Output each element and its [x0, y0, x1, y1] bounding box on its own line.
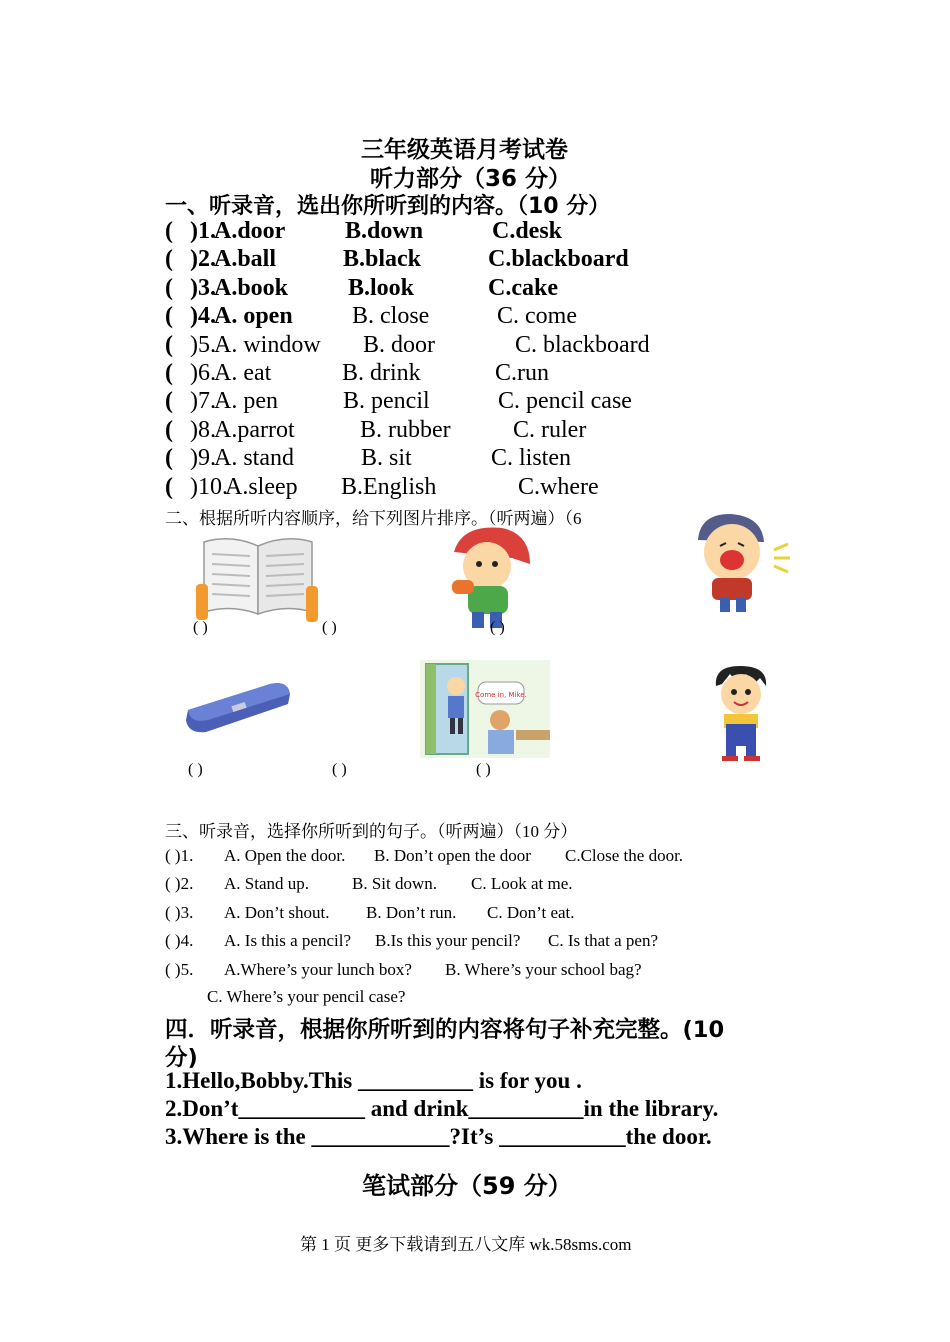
s1-q10-a: A.sleep — [225, 473, 298, 500]
s3-q5-number[interactable]: ( )5. — [165, 959, 194, 979]
s1-q1-b: B.down — [345, 218, 424, 244]
s3-q1-number[interactable]: ( )1. — [165, 846, 194, 865]
s1-q10-number: )10. — [190, 473, 228, 500]
s3-q4-a: A. Is this a pencil? — [224, 931, 351, 951]
bubble-text: Come in, Mike. — [475, 691, 527, 699]
s3-q3-c: C. Don’t eat. — [487, 902, 575, 922]
s1-q6-b: B. drink — [342, 360, 421, 386]
s1-q2-c: C.blackboard — [488, 246, 629, 273]
picture-3-blank[interactable]: ( ) — [490, 619, 505, 636]
s3-q2-a: A. Stand up. — [224, 874, 309, 894]
section4-heading: 四．听录音，根据你所听到的内容将句子补充完整。(10 — [165, 1017, 725, 1043]
s3-q1-b: B. Don’t open the door — [374, 846, 531, 865]
s3-q2-number[interactable]: ( )2. — [165, 874, 194, 894]
s1-q8-number: )8. — [190, 416, 216, 443]
s1-q9-a: A. stand — [214, 445, 294, 472]
s1-q4-c: C. come — [497, 303, 577, 330]
s3-q1-c: C.Close the door. — [565, 846, 684, 865]
open-book-picture — [196, 534, 321, 624]
s1-q3-a: A.book — [214, 274, 289, 301]
s1-q4-answer-blank[interactable]: ( — [165, 303, 173, 330]
s1-q8-b: B. rubber — [360, 416, 451, 443]
s1-q9-number: )9. — [190, 445, 216, 472]
s1-q7-a: A. pen — [214, 388, 278, 415]
s3-q2-c: C. Look at me. — [471, 874, 573, 894]
picture-4-blank[interactable]: ( ) — [188, 761, 203, 778]
s1-q10-answer-blank[interactable]: ( — [165, 473, 173, 500]
s1-q2-b: B.black — [343, 246, 422, 273]
s3-q4-c: C. Is that a pen? — [548, 931, 658, 951]
s1-q7-b: B. pencil — [343, 388, 430, 415]
picture-6-blank[interactable]: ( ) — [476, 761, 491, 778]
s1-q6-answer-blank[interactable]: ( — [165, 360, 173, 386]
page-title: 三年级英语月考试卷 — [361, 137, 568, 163]
picture-5-blank[interactable]: ( ) — [332, 761, 347, 778]
s1-q2-a: A.ball — [214, 246, 277, 273]
section1-heading: 一、听录音，选出你所听到的内容。（10 分） — [165, 194, 611, 219]
s3-q4-b: B.Is this your pencil? — [375, 931, 521, 951]
s1-q5-number: )5. — [190, 331, 216, 358]
s1-q8-answer-blank[interactable]: ( — [165, 416, 173, 443]
s1-q7-number: )7. — [190, 388, 216, 415]
s1-q2-answer-blank[interactable]: ( — [165, 246, 173, 273]
s1-q5-b: B. door — [363, 331, 435, 358]
s1-q3-c: C.cake — [488, 274, 558, 301]
fill-line-2[interactable]: 2.Don’t___________ and drink__________in the library. — [165, 1096, 719, 1121]
s1-q10-b: B.English — [341, 473, 437, 500]
section4-heading-line2: 分) — [165, 1045, 198, 1071]
s1-q3-b: B.look — [348, 274, 415, 301]
pencil-case-picture — [184, 680, 294, 736]
s1-q5-a: A. window — [214, 331, 321, 358]
s1-q3-answer-blank[interactable]: ( — [165, 274, 173, 301]
s1-q4-a: A. open — [214, 303, 293, 330]
s3-q3-b: B. Don’t run. — [366, 902, 457, 922]
s3-q5-b: B. Where’s your school bag? — [445, 959, 642, 979]
s3-q4-number[interactable]: ( )4. — [165, 931, 194, 951]
written-part-title: 笔试部分（59 分） — [362, 1172, 572, 1200]
s1-q7-answer-blank[interactable]: ( — [165, 388, 173, 415]
s1-q10-c: C.where — [518, 473, 599, 500]
section2-heading: 二、根据所听内容顺序，给下列图片排序。（听两遍）（6 — [165, 509, 582, 528]
section3-heading: 三、听录音，选择你所听到的句子。（听两遍）（10 分） — [165, 822, 578, 841]
listening-part-title: 听力部分（36 分） — [370, 166, 572, 192]
s3-q3-number[interactable]: ( )3. — [165, 902, 194, 922]
s1-q1-number: )1. — [190, 218, 216, 244]
fill-line-3[interactable]: 3.Where is the ____________?It’s ___________the door. — [165, 1124, 712, 1149]
s1-q9-answer-blank[interactable]: ( — [165, 445, 173, 472]
s1-q6-number: )6. — [190, 360, 216, 386]
s1-q9-c: C. listen — [491, 445, 572, 472]
picture-2-blank[interactable]: ( ) — [322, 619, 337, 636]
s1-q8-c: C. ruler — [513, 416, 587, 443]
s1-q1-a: A.door — [214, 218, 286, 244]
s1-q6-a: A. eat — [214, 360, 272, 386]
picture-1-blank[interactable]: ( ) — [193, 619, 208, 636]
come-in-picture — [420, 660, 550, 758]
s1-q6-c: C.run — [495, 360, 549, 386]
boy-standing-picture — [710, 664, 772, 762]
boy-eating-picture — [442, 524, 534, 634]
s1-q1-c: C.desk — [492, 218, 563, 244]
section3-item5-c: C. Where’s your pencil case? — [207, 987, 406, 1006]
s1-q2-number: )2. — [190, 246, 216, 273]
s1-q1-answer-blank[interactable]: ( — [165, 218, 173, 244]
s3-q3-a: A. Don’t shout. — [224, 902, 330, 922]
s3-q5-a: A.Where’s your lunch box? — [224, 959, 412, 979]
s3-q1-a: A. Open the door. — [224, 846, 346, 865]
s1-q7-c: C. pencil case — [498, 388, 632, 415]
s1-q5-answer-blank[interactable]: ( — [165, 331, 173, 358]
s1-q4-number: )4. — [190, 303, 216, 330]
boy-shouting-picture — [690, 510, 795, 616]
s1-q3-number: )3. — [190, 274, 216, 301]
s3-q2-b: B. Sit down. — [352, 874, 438, 894]
page-footer: 第 1 页 更多下载请到五八文库 wk.58sms.com — [300, 1235, 632, 1254]
fill-line-1[interactable]: 1.Hello,Bobby.This __________ is for you . — [165, 1068, 582, 1093]
s1-q4-b: B. close — [352, 303, 430, 330]
s1-q5-c: C. blackboard — [515, 331, 650, 358]
s1-q9-b: B. sit — [361, 445, 412, 472]
s1-q8-a: A.parrot — [214, 416, 295, 443]
